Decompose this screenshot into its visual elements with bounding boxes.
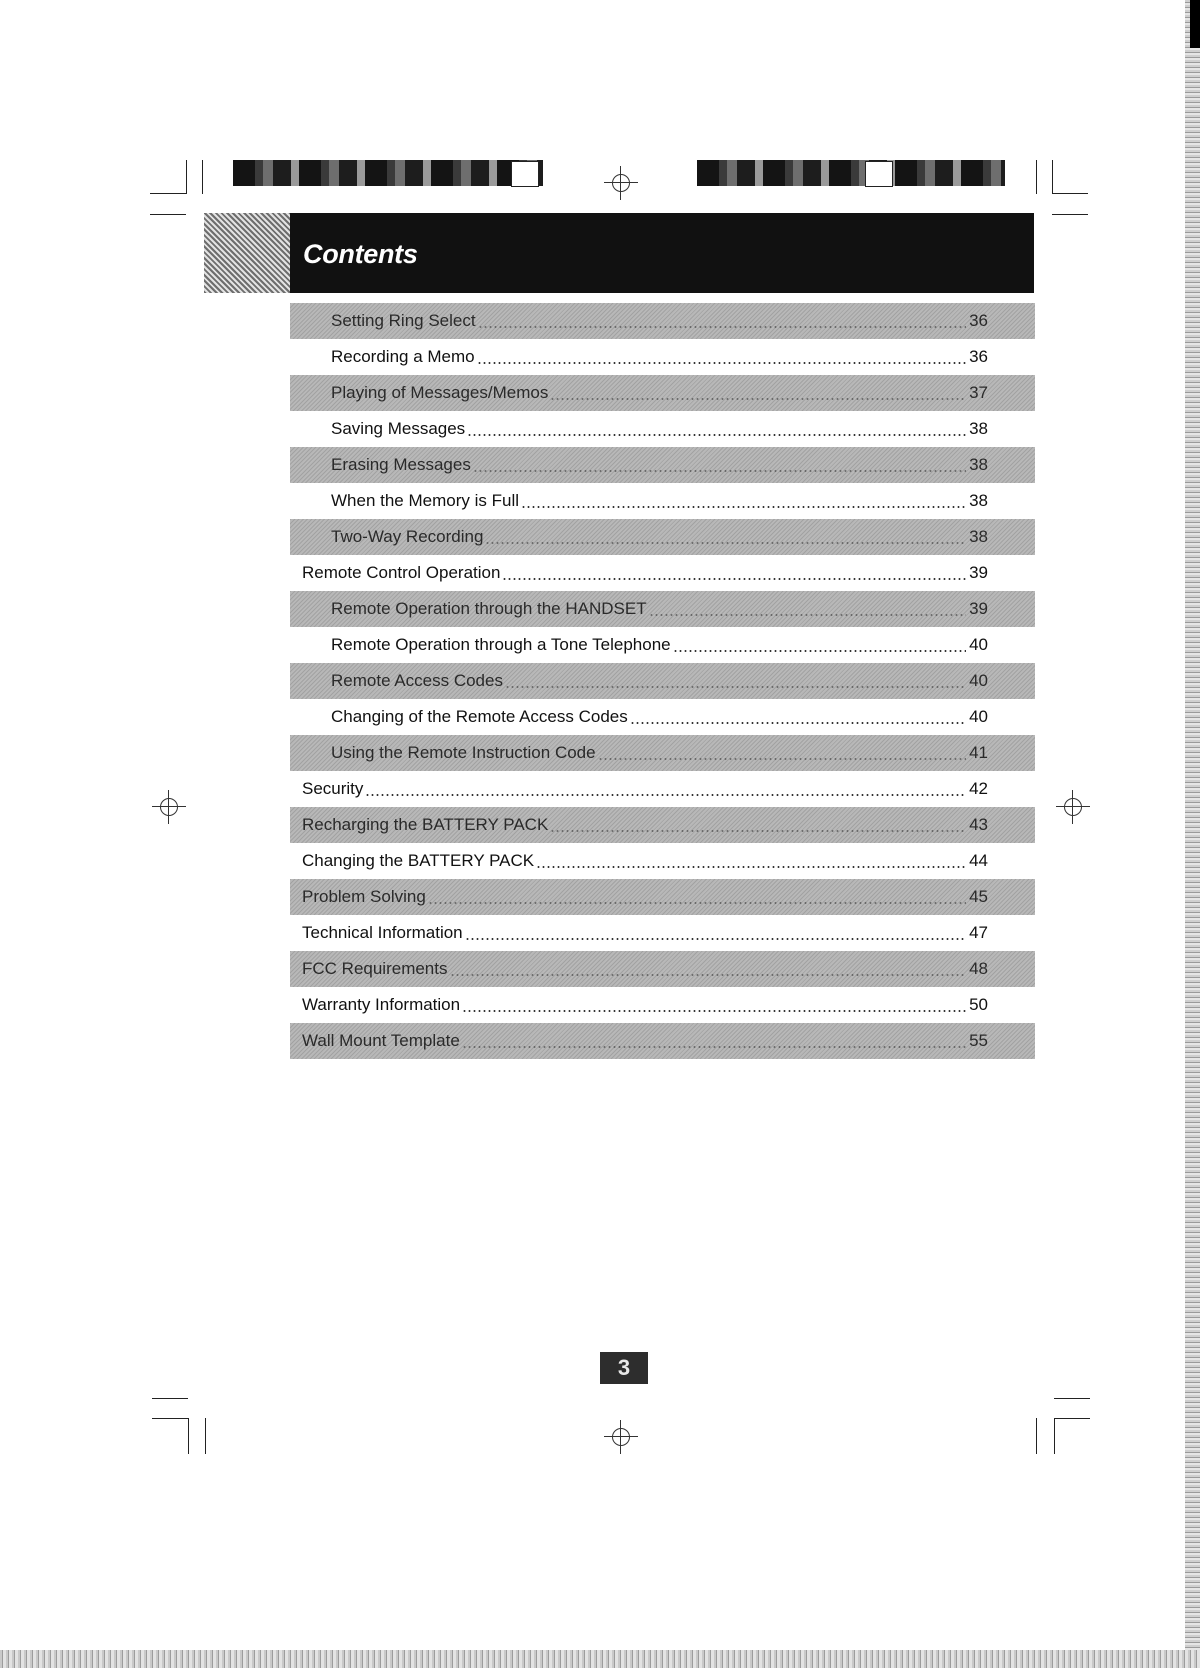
page-number-badge: 3 bbox=[600, 1352, 648, 1384]
crop-mark-bottom-left bbox=[188, 1418, 189, 1454]
crop-mark-bottom-right bbox=[1054, 1418, 1055, 1454]
toc-dot-leader bbox=[478, 326, 966, 328]
toc-dot-leader bbox=[485, 542, 966, 544]
title-pattern-block bbox=[204, 213, 290, 293]
toc-dot-leader bbox=[505, 686, 966, 688]
toc-entry-label: Playing of Messages/Memos bbox=[331, 383, 549, 402]
crop-mark-bottom-left bbox=[152, 1398, 188, 1399]
toc-entry-page-number: 39 bbox=[969, 599, 988, 618]
crop-mark-top-right bbox=[1052, 160, 1053, 194]
crop-mark-top-left bbox=[186, 160, 187, 194]
toc-dot-leader bbox=[550, 398, 966, 400]
toc-entry-page-number: 40 bbox=[969, 635, 988, 654]
crop-mark-bottom-right bbox=[1054, 1418, 1090, 1419]
toc-entry-page-number: 38 bbox=[969, 491, 988, 510]
toc-dot-leader bbox=[673, 650, 966, 652]
toc-entry-label: Using the Remote Instruction Code bbox=[331, 743, 596, 762]
toc-entry-label: Changing of the Remote Access Codes bbox=[331, 707, 628, 726]
toc-dot-leader bbox=[428, 902, 966, 904]
toc-entry bbox=[290, 627, 1035, 663]
crop-mark-bottom-left bbox=[152, 1418, 188, 1419]
toc-entry bbox=[290, 987, 1035, 1023]
toc-entry-label: Remote Access Codes bbox=[331, 671, 503, 690]
toc-entry-label: Technical Information bbox=[302, 923, 463, 942]
toc-dot-leader bbox=[630, 722, 966, 724]
toc-entry-page-number: 44 bbox=[969, 851, 988, 870]
toc-entry-label: When the Memory is Full bbox=[331, 491, 519, 510]
toc-entry bbox=[290, 411, 1035, 447]
toc-dot-leader bbox=[473, 470, 966, 472]
toc-dot-leader bbox=[365, 794, 966, 796]
crop-mark-bottom-right bbox=[1036, 1418, 1037, 1454]
toc-dot-leader bbox=[477, 362, 966, 364]
toc-entry-label: Remote Operation through the HANDSET bbox=[331, 599, 647, 618]
toc-entry bbox=[290, 771, 1035, 807]
toc-entry-page-number: 39 bbox=[969, 563, 988, 582]
toc-entry-page-number: 45 bbox=[969, 887, 988, 906]
toc-entry-page-number: 48 bbox=[969, 959, 988, 978]
toc-entry-label: Two-Way Recording bbox=[331, 527, 484, 546]
crop-mark-top-right bbox=[1052, 214, 1088, 215]
toc-dot-leader bbox=[649, 614, 966, 616]
toc-dot-leader bbox=[598, 758, 966, 760]
toc-entry-label: Recording a Memo bbox=[331, 347, 475, 366]
crop-mark-top-right bbox=[1052, 193, 1088, 194]
toc-entry-page-number: 55 bbox=[969, 1031, 988, 1050]
toc-entry bbox=[290, 807, 1035, 843]
registration-crosshair-icon bbox=[152, 790, 186, 824]
toc-entry bbox=[290, 879, 1035, 915]
toc-entry-label: Security bbox=[302, 779, 364, 798]
toc-entry-page-number: 38 bbox=[969, 527, 988, 546]
toc-dot-leader bbox=[550, 830, 966, 832]
toc-entry-label: Erasing Messages bbox=[331, 455, 471, 474]
registration-crosshair-icon bbox=[604, 1420, 638, 1454]
crop-mark-bottom-left bbox=[205, 1418, 206, 1454]
toc-entry bbox=[290, 483, 1035, 519]
toc-entry-page-number: 36 bbox=[969, 311, 988, 330]
toc-dot-leader bbox=[521, 506, 966, 508]
toc-entry-label: Warranty Information bbox=[302, 995, 461, 1014]
toc-dot-leader bbox=[465, 938, 966, 940]
toc-entry-page-number: 38 bbox=[969, 455, 988, 474]
toc-entry-page-number: 40 bbox=[969, 707, 988, 726]
toc-entry bbox=[290, 951, 1035, 987]
crop-mark-bottom-right bbox=[1054, 1398, 1090, 1399]
registration-crosshair-icon bbox=[604, 166, 638, 200]
toc-entry-page-number: 37 bbox=[969, 383, 988, 402]
registration-crosshair-icon bbox=[1056, 790, 1090, 824]
scan-edge-right bbox=[1185, 0, 1200, 1668]
toc-entry bbox=[290, 663, 1035, 699]
toc-dot-leader bbox=[536, 866, 966, 868]
toc-dot-leader bbox=[462, 1046, 966, 1048]
toc-dot-leader bbox=[502, 578, 966, 580]
toc-entry-page-number: 47 bbox=[969, 923, 988, 942]
registration-color-bar bbox=[233, 160, 543, 186]
scan-edge-bottom bbox=[0, 1650, 1200, 1668]
toc-entry bbox=[290, 375, 1035, 411]
registration-color-bar bbox=[697, 160, 1005, 186]
title-banner bbox=[290, 213, 1034, 293]
crop-mark-top-left bbox=[202, 160, 203, 194]
toc-entry bbox=[290, 915, 1035, 951]
toc-entry-page-number: 41 bbox=[969, 743, 988, 762]
toc-entry-label: Setting Ring Select bbox=[331, 311, 476, 330]
toc-entry-label: Recharging the BATTERY PACK bbox=[302, 815, 549, 834]
toc-entry bbox=[290, 591, 1035, 627]
toc-entry bbox=[290, 303, 1035, 339]
toc-entry bbox=[290, 339, 1035, 375]
toc-entry bbox=[290, 1023, 1035, 1059]
toc-entry-label: Saving Messages bbox=[331, 419, 466, 438]
toc-dot-leader bbox=[467, 434, 966, 436]
toc-entry-label: Remote Control Operation bbox=[302, 563, 501, 582]
toc-entry-page-number: 38 bbox=[969, 419, 988, 438]
page-title: Contents bbox=[303, 239, 418, 269]
toc-entry bbox=[290, 843, 1035, 879]
toc-entry bbox=[290, 447, 1035, 483]
toc-entry-label: Problem Solving bbox=[302, 887, 426, 906]
toc-entry-page-number: 40 bbox=[969, 671, 988, 690]
toc-entry-label: Changing the BATTERY PACK bbox=[302, 851, 535, 870]
crop-mark-top-left bbox=[150, 193, 186, 194]
toc-entry-page-number: 42 bbox=[969, 779, 988, 798]
crop-mark-top-right bbox=[1036, 160, 1037, 194]
toc-entry-label: FCC Requirements bbox=[302, 959, 448, 978]
toc-dot-leader bbox=[450, 974, 967, 976]
toc-entry bbox=[290, 555, 1035, 591]
toc-entry-label: Wall Mount Template bbox=[302, 1031, 460, 1050]
toc-entry-page-number: 50 bbox=[969, 995, 988, 1014]
toc-entry bbox=[290, 735, 1035, 771]
toc-entry-page-number: 36 bbox=[969, 347, 988, 366]
table-of-contents bbox=[290, 303, 1035, 1059]
toc-entry bbox=[290, 519, 1035, 555]
toc-entry bbox=[290, 699, 1035, 735]
crop-mark-top-left bbox=[150, 214, 186, 215]
toc-dot-leader bbox=[462, 1010, 966, 1012]
toc-entry-page-number: 43 bbox=[969, 815, 988, 834]
toc-entry-label: Remote Operation through a Tone Telephone bbox=[331, 635, 671, 654]
